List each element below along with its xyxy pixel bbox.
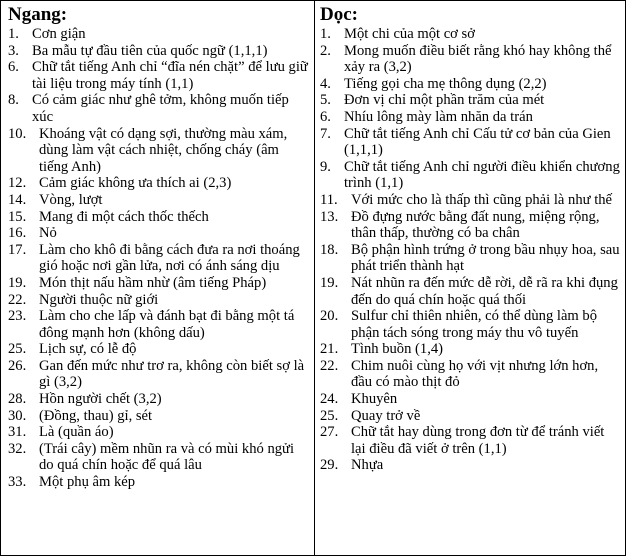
across-heading: Ngang: xyxy=(8,4,68,25)
clue-text: Mong muốn điều biết rằng khó hay không thể xảy ra (3,2) xyxy=(344,42,612,76)
clue-number: 22. xyxy=(8,291,27,308)
clue-text: Có cảm giác như ghê tởm, không muốn tiếp xúc xyxy=(32,92,289,125)
clue-text: Với mức cho là thấp thì cũng phải là như thế xyxy=(351,191,613,208)
across-clue-list xyxy=(8,26,310,491)
down-clue-11 xyxy=(320,192,621,209)
across-clue-33 xyxy=(8,474,310,491)
down-clue-19 xyxy=(320,275,621,308)
clue-text: Người thuộc nữ giới xyxy=(39,291,159,308)
clue-text: Cảm giác không ưa thích ai (2,3) xyxy=(39,175,232,192)
clue-number: 7. xyxy=(320,125,331,142)
down-clue-22 xyxy=(320,358,621,391)
clue-number: 27. xyxy=(320,424,339,441)
across-clue-25 xyxy=(8,341,310,358)
clue-number: 1. xyxy=(320,26,331,42)
clue-text: Khuyên xyxy=(351,391,398,408)
clue-number: 6. xyxy=(320,108,331,125)
clue-number: 9. xyxy=(320,158,331,175)
clue-number: 30. xyxy=(8,407,27,424)
down-clue-1 xyxy=(320,26,621,43)
down-clue-24 xyxy=(320,391,621,408)
across-clue-17 xyxy=(8,242,310,275)
across-clue-16 xyxy=(8,225,310,242)
across-clue-31 xyxy=(8,424,310,441)
clue-text: Một phụ âm kép xyxy=(39,474,136,491)
clue-text: Chữ tắt tiếng Anh chỉ Cấu tử cơ bản của Gien (1,1,1) xyxy=(344,125,611,159)
clue-number: 4. xyxy=(320,75,331,92)
down-clue-21 xyxy=(320,341,621,358)
clue-number: 24. xyxy=(320,391,339,408)
across-clue-15 xyxy=(8,209,310,226)
clue-text: Chữ tắt tiếng Anh chỉ người điều khiển chương trình (1,1) xyxy=(344,158,620,192)
clue-number: 22. xyxy=(320,357,339,374)
down-clue-18 xyxy=(320,242,621,275)
down-clue-25 xyxy=(320,408,621,425)
clue-text: Tiếng gọi cha mẹ thông dụng (2,2) xyxy=(344,75,547,92)
clue-number: 26. xyxy=(8,357,27,374)
across-clue-10 xyxy=(8,126,310,176)
clue-number: 10. xyxy=(8,125,27,142)
clue-text: Hồn người chết (3,2) xyxy=(39,391,162,408)
down-clue-13 xyxy=(320,209,621,242)
down-clue-list xyxy=(320,26,621,474)
down-clue-7 xyxy=(320,126,621,159)
across-column xyxy=(1,1,315,555)
clue-text: Nhựa xyxy=(351,457,384,474)
across-clue-26 xyxy=(8,358,310,391)
clue-number: 33. xyxy=(8,474,27,491)
clue-text: Nát nhũn ra đến mức dễ rời, dễ rã ra khi đụng đến do quá chín hoặc quá thối xyxy=(351,274,618,308)
clue-text: Chữ tắt tiếng Anh chỉ “đĩa nén chặt” để lưu giữ tài liệu trong máy tính (1,1) xyxy=(32,59,308,92)
clue-text: Vòng, lượt xyxy=(39,191,103,208)
down-clue-6 xyxy=(320,109,621,126)
clue-text: Nỏ xyxy=(39,225,57,242)
clue-number: 8. xyxy=(8,92,19,109)
clue-number: 29. xyxy=(320,457,339,474)
across-clue-28 xyxy=(8,391,310,408)
clue-text: Làm cho che lấp và đánh bạt đi bằng một tá đông mạnh hơn (không dấu) xyxy=(39,308,295,341)
across-clue-19 xyxy=(8,275,310,292)
clue-number: 16. xyxy=(8,225,27,242)
clue-text: Chim nuôi cùng họ với vịt nhưng lớn hơn, đầu có mào thịt đỏ xyxy=(351,357,599,391)
clue-text: Sulfur chỉ thiên nhiên, có thể dùng làm bộ phận tách sóng trong máy thu vô tuyến xyxy=(351,308,598,341)
down-clue-9 xyxy=(320,159,621,192)
clue-number: 18. xyxy=(320,241,339,258)
clue-number: 32. xyxy=(8,440,27,457)
clue-number: 1. xyxy=(8,26,19,42)
across-clue-12 xyxy=(8,175,310,192)
clue-text: Gan đến mức như trơ ra, không còn biết sợ là gì (3,2) xyxy=(39,357,305,391)
down-clue-2 xyxy=(320,43,621,76)
clue-number: 31. xyxy=(8,424,27,441)
clue-text: Là (quần áo) xyxy=(39,424,114,441)
clue-number: 19. xyxy=(8,274,27,291)
across-clue-30 xyxy=(8,408,310,425)
clue-text: Mang đi một cách thốc thếch xyxy=(39,208,209,225)
across-clue-6 xyxy=(8,59,310,92)
clue-text: Bộ phận hình trứng ở trong bầu nhụy hoa, sau phát triển thành hạt xyxy=(351,241,620,275)
clue-text: Khoáng vật có dạng sợi, thường màu xám, dùng làm vật cách nhiệt, chống cháy (âm tiếng Anh) xyxy=(39,125,288,175)
across-clue-1 xyxy=(8,26,310,43)
clue-number: 20. xyxy=(320,308,339,325)
clue-text: Tình buồn (1,4) xyxy=(351,341,444,358)
clue-text: Làm cho khô đi bằng cách đưa ra nơi thoáng gió hoặc nơi gần lửa, nơi có ánh sáng dịu xyxy=(39,241,300,275)
clue-number: 12. xyxy=(8,175,27,192)
clue-number: 15. xyxy=(8,208,27,225)
clue-number: 25. xyxy=(320,407,339,424)
clue-number: 19. xyxy=(320,274,339,291)
across-clue-8 xyxy=(8,92,310,125)
clue-text: Đơn vị chỉ một phần trăm của mét xyxy=(344,92,545,109)
clue-number: 6. xyxy=(8,59,19,76)
clue-number: 17. xyxy=(8,241,27,258)
clue-number: 13. xyxy=(320,208,339,225)
down-clue-5 xyxy=(320,92,621,109)
clue-text: Nhíu lông mày làm nhăn da trán xyxy=(344,108,533,125)
clue-number: 21. xyxy=(320,341,339,358)
across-clue-23 xyxy=(8,308,310,341)
down-clue-4 xyxy=(320,76,621,93)
clue-text: Lịch sự, có lễ độ xyxy=(39,341,137,358)
clue-number: 3. xyxy=(8,42,19,59)
clue-text: Món thịt nấu hầm nhừ (âm tiếng Pháp) xyxy=(39,274,267,291)
down-heading: Dọc: xyxy=(320,4,358,25)
clue-number: 11. xyxy=(320,191,338,208)
clue-text: (Trái cây) mềm nhũn ra và có mùi khó ngửi do quá chín hoặc để quá lâu xyxy=(39,440,295,474)
down-clue-29 xyxy=(320,457,621,474)
clue-number: 2. xyxy=(320,42,331,59)
across-clue-22 xyxy=(8,292,310,309)
across-clue-3 xyxy=(8,43,310,60)
across-clue-32 xyxy=(8,441,310,474)
clue-text: (Đồng, thau) gỉ, sét xyxy=(39,407,153,424)
clue-text: Đồ đựng nước bằng đất nung, miệng rộng, thân thấp, thường có ba chân xyxy=(351,208,600,242)
across-clue-14 xyxy=(8,192,310,209)
clue-number: 5. xyxy=(320,92,331,109)
clue-text: Một chi của một cơ sở xyxy=(344,26,475,42)
clue-number: 25. xyxy=(8,341,27,358)
clue-text: Chữ tắt hay dùng trong đơn từ để tránh viết lại điều đã viết ở trên (1,1) xyxy=(351,424,605,457)
clue-number: 23. xyxy=(8,308,27,325)
down-column xyxy=(315,1,625,555)
clue-text: Quay trở về xyxy=(351,407,421,424)
down-clue-27 xyxy=(320,424,621,457)
clue-number: 28. xyxy=(8,391,27,408)
down-clue-20 xyxy=(320,308,621,341)
clue-number: 14. xyxy=(8,191,27,208)
clue-text: Ba mẫu tự đầu tiên của quốc ngữ (1,1,1) xyxy=(32,42,268,59)
clue-text: Cơn giận xyxy=(32,26,86,42)
